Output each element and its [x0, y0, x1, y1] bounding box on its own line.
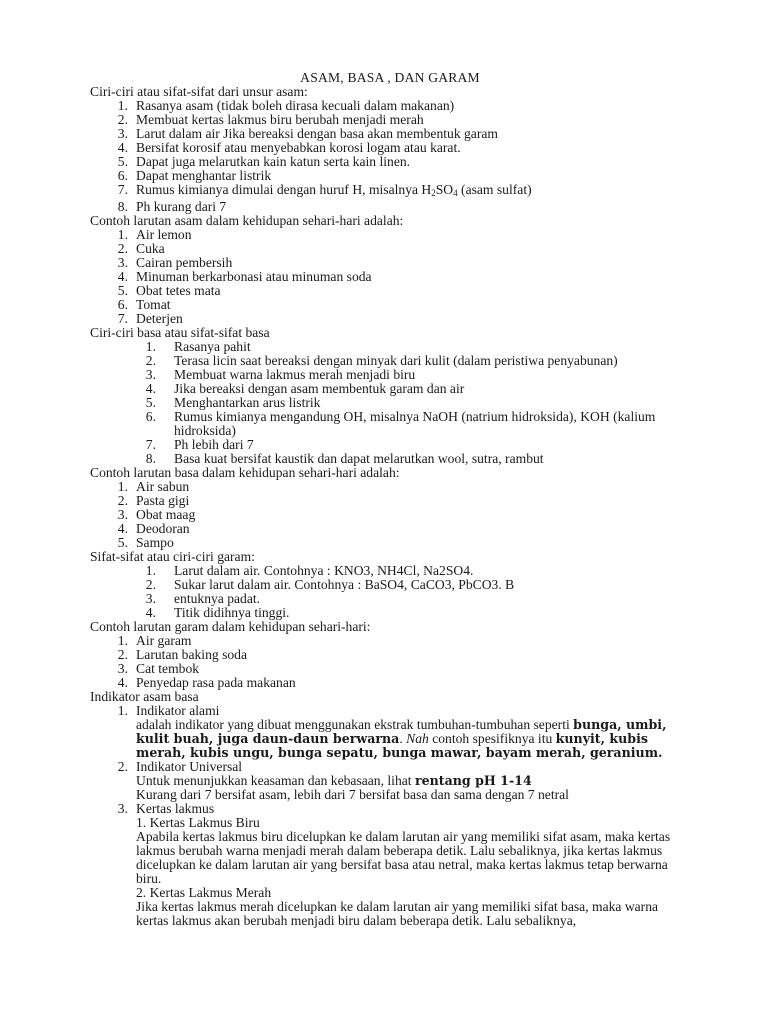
contoh-asam-list [90, 228, 690, 326]
list-item: 1. Indikator alami [117, 703, 220, 718]
list-item: 6. Rumus kimianya mengandung OH, misalnya NaOH (natrium hidroksida), KOH (kalium hidroksida) [145, 409, 656, 438]
lakmus-merah-label: 2. Kertas Lakmus Merah [136, 885, 272, 900]
list-item: 4. Penyedap rasa pada makanan [117, 675, 296, 690]
list-item: 2. Larutan baking soda [117, 647, 247, 662]
list-item: 3. Obat maag [117, 507, 196, 522]
contoh-basa-list [90, 480, 690, 550]
list-item: 6. Dapat menghantar listrik [117, 168, 272, 183]
list-item: 3. Membuat warna lakmus merah menjadi biru [145, 367, 416, 382]
indikator-list-2 [90, 760, 690, 774]
kertas-lakmus-text [90, 816, 690, 928]
list-item: 2. Pasta gigi [117, 493, 190, 508]
list-item: 8. Ph kurang dari 7 [117, 199, 227, 214]
contoh-basa-heading: Contoh larutan basa dalam kehidupan sehari-hari adalah: [90, 465, 400, 480]
basa-heading: Ciri-ciri basa atau sifat-sifat basa [90, 325, 270, 340]
indikator-list-3 [90, 802, 690, 816]
contoh-asam-heading: Contoh larutan asam dalam kehidupan sehari-hari adalah: [90, 213, 404, 228]
list-item: 6. Tomat [117, 297, 171, 312]
list-item: 2. Indikator Universal [117, 759, 243, 774]
document-title: ASAM, BASA , DAN GARAM [300, 70, 480, 85]
list-item: 1. Air lemon [117, 227, 192, 242]
list-item: 4. Jika bereaksi dengan asam membentuk garam dan air [145, 381, 465, 396]
list-item: 2. Sukar larut dalam air. Contohnya : BaSO4, CaCO3, PbCO3. B [145, 577, 515, 592]
list-item: 3. Cat tembok [117, 661, 200, 676]
list-item: 7. Ph lebih dari 7 [145, 437, 254, 452]
lakmus-merah-text: Jika kertas lakmus merah dicelupkan ke dalam larutan air yang memiliki sifat basa, maka warna kertas lakmus akan berubah menjadi biru dalam beberapa detik. Lalu sebaliknya, [136, 899, 659, 928]
list-item: 5. Dapat juga melarutkan kain katun serta kain linen. [117, 154, 411, 169]
list-item: 1. Air garam [117, 633, 192, 648]
garam-heading: Sifat-sifat atau ciri-ciri garam: [90, 549, 255, 564]
list-item: 5. Obat tetes mata [117, 283, 221, 298]
contoh-garam-heading: Contoh larutan garam dalam kehidupan sehari-hari: [90, 619, 371, 634]
asam-list [90, 99, 690, 214]
list-item: 5. Menghantarkan arus listrik [145, 395, 321, 410]
list-item: 3. Cairan pembersih [117, 255, 233, 270]
list-item: 5. Sampo [117, 535, 174, 550]
indikator-heading: Indikator asam basa [90, 689, 199, 704]
list-item: 7. Rumus kimianya dimulai dengan huruf H, misalnya $H_2SO_4$ (asam sulfat) [117, 182, 532, 198]
list-item: 4. Bersifat korosif atau menyebabkan korosi logam atau karat. [117, 140, 461, 155]
list-item: 1. Rasanya asam (tidak boleh dirasa kecuali dalam makanan) [117, 98, 455, 113]
list-item: 1. Rasanya pahit [145, 339, 251, 354]
document-page [90, 71, 690, 928]
list-item: 2. Membuat kertas lakmus biru berubah menjadi merah [117, 112, 424, 127]
basa-list [90, 340, 690, 466]
indikator-alami-text: adalah indikator yang dibuat menggunakan ekstrak tumbuhan-tumbuhan seperti bunga, umbi, kulit buah, juga daun-daun berwarna. Nah contoh spesifiknya itu kunyit, kubis merah, kubis ungu, bunga sepatu, bunga mawar, bayam merah, geranium. [136, 717, 667, 760]
list-item: 2. Terasa licin saat bereaksi dengan minyak dari kulit (dalam peristiwa penyabunan) [145, 353, 618, 368]
list-item: 3. Kertas lakmus [117, 801, 215, 816]
contoh-garam-list [90, 634, 690, 690]
indikator-universal-text: Untuk menunjukkan keasaman dan kebasaan, lihat rentang pH 1-14 Kurang dari 7 bersifat asam, lebih dari 7 bersifat basa dan sama dengan 7 netral [136, 773, 569, 802]
list-item: 3. entuknya padat. [145, 591, 261, 606]
indikator-list [90, 704, 690, 718]
list-item: 8. Basa kuat bersifat kaustik dan dapat melarutkan wool, sutra, rambut [145, 451, 544, 466]
list-item: 4. Minuman berkarbonasi atau minuman soda [117, 269, 372, 284]
list-item: 3. Larut dalam air Jika bereaksi dengan basa akan membentuk garam [117, 126, 498, 141]
lakmus-biru-text: Apabila kertas lakmus biru dicelupkan ke dalam larutan air yang memiliki sifat asam, maka kertas lakmus berubah warna menjadi merah dalam beberapa detik. Lalu sebaliknya, jika kertas lakmus dicelupkan ke dalam larutan air yang bersifat basa atau netral, maka kertas lakmus tetap berwarna biru. [136, 829, 671, 886]
list-item: 4. Titik didihnya tinggi. [145, 605, 290, 620]
list-item: 4. Deodoran [117, 521, 190, 536]
asam-heading: Ciri-ciri atau sifat-sifat dari unsur asam: [90, 84, 308, 99]
list-item: 2. Cuka [117, 241, 165, 256]
list-item: 1. Larut dalam air. Contohnya : KNO3, NH4Cl, Na2SO4. [145, 563, 474, 578]
list-item: 1. Air sabun [117, 479, 190, 494]
list-item: 7. Deterjen [117, 311, 183, 326]
garam-list [90, 564, 690, 620]
lakmus-biru-label: 1. Kertas Lakmus Biru [136, 815, 260, 830]
